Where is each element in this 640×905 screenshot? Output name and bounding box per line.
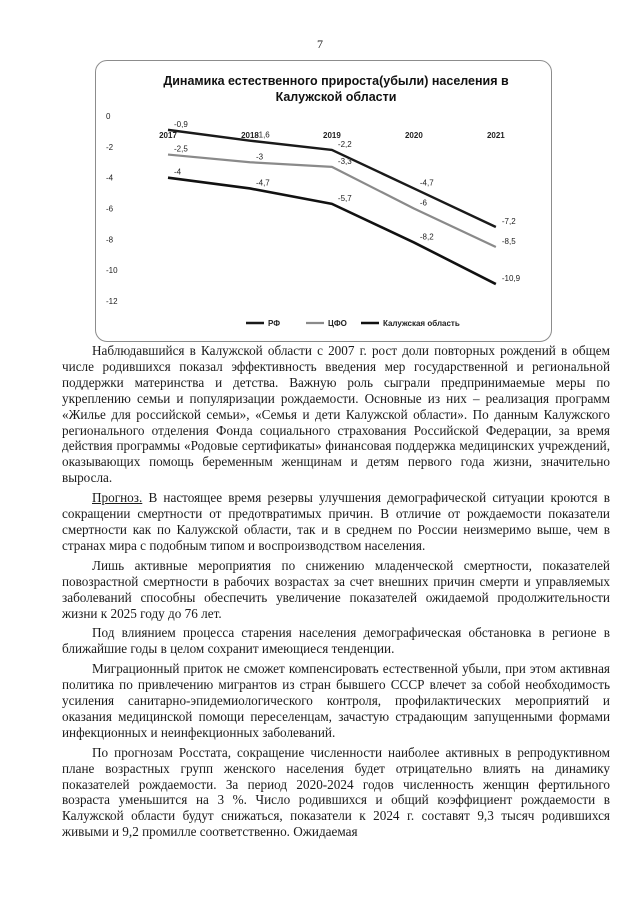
paragraph-3: Лишь активные мероприятия по снижению младенческой смертности, показателей повозрастной смертности в рабочих возрастах за счет внешних причин смерти и управляемых заболеваний способны обеспечить увеличение показателей ожидаемой продолжительности жизни к 2025 году до 76 лет. — [62, 557, 610, 621]
paragraph-5: Миграционный приток не сможет компенсировать естественной убыли, при этом активная политика по привлечению мигрантов из стран бывшего СССР влечет за собой необходимость усиления санитарно-эпидемиологического контроля, профилактических мероприятий и оказания медицинской помощи переселенцам, зачастую страдающим запущенными формами инфекционных и неинфекционных заболеваний. — [62, 661, 610, 740]
data-label: -0,9 — [174, 119, 188, 129]
y-tick-label: -6 — [106, 204, 114, 214]
data-label: -2,5 — [174, 144, 188, 154]
x-tick-label: 2017 — [159, 131, 177, 140]
legend-label: РФ — [268, 319, 281, 328]
data-label: -3,3 — [337, 156, 352, 166]
series-line-2 — [168, 155, 496, 248]
y-tick-label: -10 — [106, 266, 118, 276]
paragraph-4: Под влиянием процесса старения населения демографическая обстановка в регионе в ближайшие годы в целом сохранит имеющиеся тенденции. — [62, 625, 610, 657]
data-label: -7,2 — [501, 217, 516, 226]
page-number: 7 — [317, 37, 323, 51]
paragraph-2 — [62, 490, 610, 554]
legend-label: Калужская область — [383, 319, 460, 328]
x-tick-label: 2020 — [404, 131, 423, 140]
x-tick-label: 2019 — [323, 131, 341, 140]
chart-legend — [246, 319, 460, 328]
y-tick-label: 0 — [106, 112, 111, 121]
body-text — [62, 343, 610, 840]
series-line-1 — [168, 130, 496, 227]
data-label: -10,9 — [501, 274, 521, 284]
chart — [95, 60, 552, 342]
data-label: -2,2 — [337, 139, 352, 149]
data-label: -4 — [174, 167, 182, 177]
y-tick-label: -4 — [106, 173, 114, 183]
y-tick-label: -8 — [106, 235, 114, 245]
data-label: -8,2 — [419, 232, 434, 242]
chart-title-line2: Калужской области — [275, 90, 397, 104]
data-label: -4,7 — [419, 178, 434, 188]
data-label: -6 — [419, 198, 428, 208]
data-label: -4,7 — [255, 178, 270, 188]
y-tick-label: -12 — [106, 297, 118, 306]
legend-label: ЦФО — [328, 319, 347, 328]
x-tick-label: 2018 — [241, 131, 259, 140]
data-label: -1,6 — [255, 130, 270, 140]
paragraph-6: По прогнозам Росстата, сокращение численности наиболее активных в репродуктивном плане возрастных групп женского населения будет отрицательно влиять на динамику показателей рождаемости. За период 2020-2024 годов численность женщин фертильного возраста уменьшится на 3 %. Число родившихся и общий коэффициент рождаемости в Калужской области будут снижаться, показатели к 2024 г. составят 9,3 тысяч родившихся живыми и 9,2 промилле соответственно. Ожидаемая — [62, 744, 610, 840]
y-tick-label: -2 — [106, 142, 114, 152]
data-label: -5,7 — [337, 193, 352, 203]
paragraph-1: Наблюдавшийся в Калужской области с 2007 г. рост доли повторных рождений в общем числе родившихся показал эффективность введения мер государственной и региональной поддержки материнства и детства. Важную роль сыграли предпринимаемые меры по укреплению семьи и популяризации рождаемости. Основные из них – реализация программ «Жилье для российской семьи», «Семья и дети Калужской области». По данным Калужского регионального отделения Фонда социального страхования Российской Федерации, за время действия программы «Родовые сертификаты» финансовая поддержка медицинских учреждений, оказывающих помощь беременным женщинам и детям первого года жизни, значительно выросла. — [62, 343, 610, 486]
paragraph-2-text: В настоящее время резервы улучшения демографической ситуации кроются в сокращении смертности от предотвратимых причин. В отличие от рождаемости показатели смертности как по Калужской области, так и в среднем по России неизмеримо выше, чем в странах мира с подобным типом и воспроизводством населения. — [62, 490, 610, 553]
data-label: -8,5 — [501, 237, 516, 247]
chart-svg — [96, 61, 551, 341]
data-label: -3 — [255, 152, 264, 162]
series-line-3 — [168, 178, 496, 284]
forecast-label: Прогноз. — [92, 490, 143, 506]
chart-title-line1: Динамика естественного прироста(убыли) населения в — [163, 74, 509, 88]
x-tick-label: 2021 — [486, 131, 505, 140]
